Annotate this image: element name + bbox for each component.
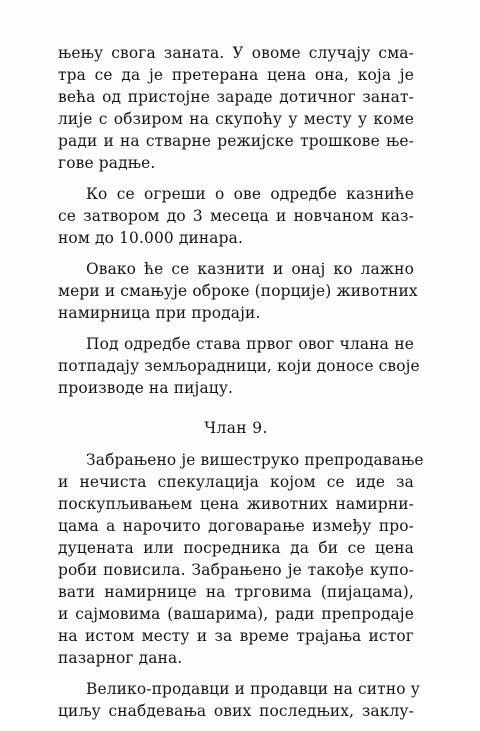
paragraph-3 <box>58 258 418 324</box>
paragraph-6 <box>58 678 420 722</box>
text-line: намирница при продаји. <box>58 304 261 322</box>
text-column <box>58 42 424 731</box>
text-line: лије с обзиром на скупоћу у месту у коме <box>58 110 414 128</box>
text-line: дуцената или посредника да би се цена <box>58 539 414 557</box>
text-line: роби повисила. Забрањено је такође купо- <box>58 561 414 579</box>
text-line: и сајмовима (вашарима), ради препродаје <box>58 605 414 623</box>
text-line: на истом месту и за време трајања истог <box>58 627 414 645</box>
text-line: ради и на стварне режијске трошкове ње- <box>58 132 414 150</box>
text-line: Ко се огреши о ове одредбе казниће <box>86 185 414 203</box>
article-heading: Члан 9. <box>204 419 268 437</box>
text-line: мери и смањује оброке (порције) животних <box>58 282 418 300</box>
text-line: цама а нарочито договарање између про- <box>58 517 414 535</box>
text-line: производе на пијацу. <box>58 379 234 397</box>
text-line: њењу свога заната. У овоме случају сма- <box>58 44 414 62</box>
text-line: ном до 10.000 динара. <box>58 229 244 247</box>
text-line: циљу снабдевања ових последњих, заклу- <box>58 702 414 720</box>
paragraph-4 <box>58 333 420 399</box>
paragraph-1 <box>58 42 414 174</box>
text-line: и нечиста спекулација којом се иде за <box>58 473 414 491</box>
paragraph-5 <box>58 449 424 669</box>
text-line: поскупљивањем цена животних намирни- <box>58 495 414 513</box>
text-line: Под одредбе става првог овог члана не <box>86 335 414 353</box>
text-line: тра се да је претерана цена она, која је <box>58 66 414 84</box>
text-line: се затвором до 3 месеца и новчаном каз- <box>58 207 414 225</box>
text-line: Велико-продавци и продавци на ситно у <box>86 680 420 698</box>
text-line: Овако ће се казнити и онај ко лажно <box>86 260 414 278</box>
text-line: пазарног дана. <box>58 649 183 667</box>
text-line: вати намирнице на трговима (пијацама), <box>58 583 414 601</box>
text-line: гове радње. <box>58 154 156 172</box>
text-line: потпадају земљорадници, који доносе своје <box>58 357 420 375</box>
text-line: Забрањено је вишеструко препродавање <box>86 451 424 469</box>
paragraph-2 <box>58 183 414 249</box>
text-line: већа од пристојне зараде дотичног занат- <box>58 88 414 106</box>
